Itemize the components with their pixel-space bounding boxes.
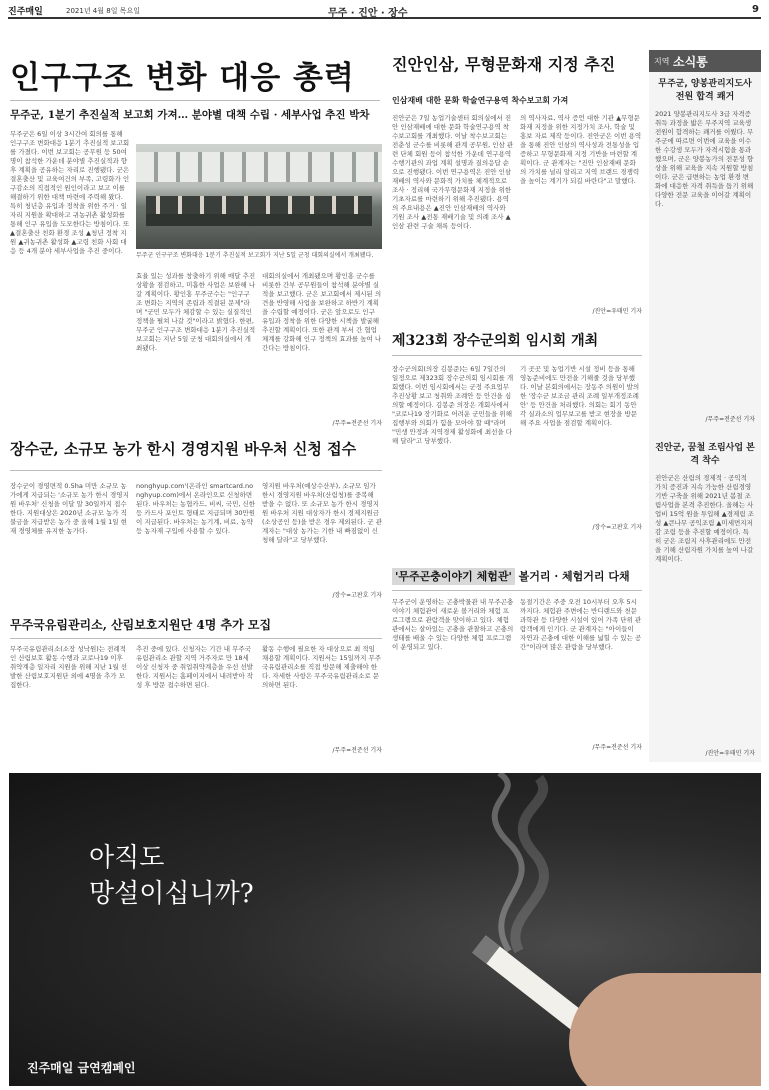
forest-headline: 무주국유림관리소, 산림보호지원단 4명 추가 모집 — [10, 618, 272, 632]
issue-date: 2021년 4월 8일 목요일 — [66, 7, 140, 15]
sidebar-news — [649, 50, 761, 762]
lead-subhead: 무주군, 1분기 추진실적 보고회 가져… 분야별 대책 수립 · 세부사업 추진 박차 — [10, 109, 370, 121]
smallfarm-body-2: nonghyup.com'(온라인 smartcard.nonghyup.com)에서 온라인으로 신청하면 된다. 바우처는 농협카드, 비씨, 국민, 신한 등 카드사 포인트 형태로 지급되며 30만원이 지급된다. 바우처는 농기계, 비료, 농약 등 농자재 구입에 사용할 수 있다. — [136, 482, 256, 535]
smallfarm-headline: 장수군, 소규모 농가 한시 경영지원 바우처 신청 접수 — [10, 440, 357, 458]
page-number: 9 — [752, 4, 759, 15]
ad-campaign-label: 진주매일 금연캠페인 — [27, 1061, 136, 1075]
lead-body-mid: 효율 있는 성과를 창출하기 위해 매달 추진상황을 점검하고, 미흡한 사업은 보완해 나갈 계획이다. 황인홍 무주군수는 "인구구조 변화는 지역의 존립과 직결된 문제"라며 "군민 모두가 체감할 수 있는 실질적인 정책을 펼쳐 나갈 것"이라고 밝혔다. 한편, 무주군 인구구조 변화대응 1분기 추진실적 보고회는 지난 5일 군청 대회의실에서 개최됐다. — [136, 272, 256, 352]
forest-body-1: 무주국유림관리소(소장 성낙원)는 전례적인 산림보호 활동 수행과 코로나19 이후 취약계층 일자리 지원을 위해 지난 1월 선발한 산림보호지원단 외에 4명을 추가 모집한다. — [10, 645, 127, 689]
lead-divider — [10, 100, 380, 101]
ad-hand — [569, 973, 761, 1086]
jinan-byline: /진안=우태민 기자 — [592, 308, 642, 315]
jinan-body-left: 진안군은 7일 농업기술센터 회의실에서 진안 인삼재배에 대한 문화 학술연구용역 착수보고회를 개최했다. 이날 착수보고회는 전춘성 군수를 비롯해 관계 공무원, 인삼 관련 단체 회원 등이 참석한 가운데 연구용역 수행기관의 과업 계획 설명과 질의응답 순으로 진행됐다. 이번 연구용역은 진안 인삼재배의 역사와 문화적 가치를 체계적으로 조사 · 정리해 국가무형문화재 지정을 위한 기초자료를 마련하기 위해 추진됐다. 용역의 주요내용은 ▲진안 인삼재배의 역사와 기원 조사 ▲전통 재배기술 및 의례 조사 ▲인삼 관련 구술 채록 등이다. — [392, 114, 514, 230]
sidebar-item1-title: 무주군, 양봉관리지도사 전원 합격 쾌거 — [658, 79, 752, 102]
smallfarm-divider — [10, 470, 382, 471]
photo-table — [146, 212, 372, 226]
jinan-subhead: 인삼재배 대한 문화 학술연구용역 착수보고회 가져 — [392, 96, 569, 105]
forest-body-2: 추진 중에 있다. 신청자는 기간 내 무주국유림관리소 관할 지역 거주자로 만 18세 이상 신청자 중 취업취약계층을 우선 선발한다. 지원서는 홈페이지에서 내려받아 작성 후 방문 접수하면 된다. — [136, 645, 254, 689]
masthead — [8, 2, 761, 19]
smallfarm-byline: /장수=고판호 기자 — [332, 592, 382, 599]
cheese-headline — [392, 565, 630, 584]
jangsu-divider — [392, 355, 642, 356]
jangsu-byline: /장수=고판호 기자 — [592, 524, 642, 531]
cheese-headline-quoted: '무주곤충이야기 체험관' — [392, 568, 515, 585]
lead-photo — [136, 144, 382, 249]
cheese-body-right: 동절기간은 주중 오전 10시부터 오후 5시까지다. 체험관 주변에는 반디랜드와 천문과학관 등 다양한 시설이 있어 가족 단위 관람객에게 인기다. 군 관계자는 "아이들이 자연과 곤충에 대한 이해를 넓힐 수 있는 공간"이라며 많은 관람을 당부했다. — [520, 598, 642, 651]
cheese-headline-rest: 볼거리 · 체험거리 다채 — [514, 570, 630, 583]
lead-headline: 인구구조 변화 대응 총력 — [10, 60, 355, 96]
sidebar-item1-body: 2021 양봉관리지도사 3급 자격증 취득 과정을 밟은 무주지역 교육생 전원이 합격하는 쾌거를 이뤘다. 무주군에 따르면 이번에 교육을 이수한 수강생 모두가 자격시험을 통과했으며, 군은 양봉농가의 전문성 향상을 위해 교육을 지속 지원할 방침이다. 군은 급변하는 농업 환경 변화에 대응한 자격 취득을 돕기 위해 다양한 전문 교육을 이어갈 계획이다. — [655, 110, 754, 208]
jangsu-body-left: 장수군의회(의장 김봉준)는 6일 7일간의 일정으로 제323회 장수군의회 임시회를 개회했다. 이번 임시회에서는 군정 주요업무 추진상황 보고 청취와 조례안 등 안건을 심의할 예정이다. 김봉준 의장은 개회사에서 "코로나19 장기화로 어려운 군민들을 위해 집행부와 의회가 힘을 모아야 할 때"라며 "민생 안정과 지역경제 활성화에 최선을 다해 달라"고 당부했다. — [392, 365, 514, 445]
smallfarm-body-3: 영지원 바우처(예상수산부), 소규모 임가 한시 경영지원 바우처(산림청)를 중복해 받을 수 없다. 또 소규모 농가 한시 경영지원 바우처 지원 대상자가 한시 경제지원금(소상공인 등)을 받은 경우 제외된다. 군 관계자는 "대상 농가는 기한 내 빠짐없이 신청해 달라"고 당부했다. — [262, 482, 382, 544]
photo-people — [146, 196, 372, 214]
cheese-divider — [392, 590, 642, 591]
sidebar-item1-byline: /무주=전준선 기자 — [705, 416, 755, 423]
jinan-headline: 진안인삼, 무형문화재 지정 추진 — [392, 55, 616, 74]
section-title: 무주 · 진안 · 장수 — [328, 8, 408, 19]
jangsu-body-right: 기 곳곳 및 농업기반 시설 정비 등을 통해 영농준비에도 만전을 기해줄 것을 당부했다. 이날 본회의에서는 장동주 의원이 발의한 '장수군 보조금 관리 조례 일부개정조례안' 등 안건을 처리했다. 의회는 회기 동안 각 실과소의 업무보고를 받고 현장을 방문해 주요 사업을 점검할 계획이다. — [520, 365, 640, 427]
smallfarm-body-1: 장수군이 경영면적 0.5ha 미만 소규모 농가에게 지급되는 '소규모 농가 한시 경영지원 바우처' 신청을 이달 말 30일까지 접수한다. 지원대상은 2020년 소규모 농가 직불금을 지급받은 농가 중 올해 1월 1일 현재 경영체를 유지한 농가다. — [10, 482, 129, 535]
sidebar-title: 소식통 — [673, 55, 708, 69]
ad-line2: 망설이십니까? — [89, 879, 254, 909]
forest-divider — [10, 638, 382, 639]
lead-byline: /무주=전준선 기자 — [332, 420, 382, 427]
jinan-body-right: 의 역사자료, 역사 증언 대한 기관 ▲무형문화재 지정을 위한 지정가치 조사, 학술 및 홍보 자료 제작 등이다. 진안군은 이번 용역을 통해 진안 인삼의 역사성과 전통성을 입증하고 무형문화재 지정 기반을 마련할 계획이다. 군 관계자는 "진안 인삼재배 문화의 가치를 널리 알리고 지역 브랜드 경쟁력을 높이는 계기가 되길 바란다"고 말했다. — [520, 114, 642, 185]
cheese-body-left: 무주군이 운영하는 곤충박물관 내 무주곤충이야기 체험관이 새로운 볼거리와 체험 프로그램으로 관람객을 맞이하고 있다. 체험관에서는 살아있는 곤충을 관찰하고 곤충의 생태를 배울 수 있는 다양한 체험 프로그램이 운영되고 있다. — [392, 598, 514, 651]
forest-body-3: 활동 수행에 필요한 자 대상으로 최 적임 채용할 계획이다. 지원서는 15일까지 무주국유림관리소를 직접 방문해 제출해야 한다. 자세한 사항은 무주국유림관리소로 문의하면 된다. — [262, 645, 382, 689]
forest-byline: /무주=전준선 기자 — [332, 747, 382, 754]
paper-name: 진주매일 — [8, 7, 43, 17]
ad-banner — [9, 773, 761, 1086]
photo-window-band — [136, 152, 382, 182]
sidebar-item2-body: 진안군은 산림의 경제적 · 공익적 가치 증진과 지속 가능한 산림경영 기반 구축을 위해 2021년 봄철 조림사업을 본격 추진한다. 올해는 사업비 15억 원을 투입해 ▲경제림 조성 ▲큰나무 공익조림 ▲미세먼지저감 조림 등을 추진할 예정이다. 특히 군은 조림지 사후관리에도 만전을 기해 산림자원 가치를 높여 나갈 계획이다. — [655, 474, 754, 563]
sidebar-header — [649, 50, 761, 72]
lead-body-left: 무주군은 6일 이상 3시간여 회의를 통해 인구구조 변화대응 1분기 추진실적 보고회를 가졌다. 이번 보고회는 공무원 등 50여 명이 참석한 가운데 분야별 추진실적과 향후 계획을 공유하는 자리로 진행됐다. 군은 결혼출산 및 교육여건의 부족, 고령화가 인구감소의 직접적인 원인이라고 보고 이를 해결하기 위한 대책 마련에 주력해 왔다. 특히 청년층 유입과 정착을 위한 주거 · 일자리 지원을 확대하고 귀농귀촌 활성화를 통해 인구 유입을 도모한다는 방침이다. 또 ▲결혼출산 친화 환경 조성 ▲청년 정착 지원 ▲귀농귀촌 활성화 ▲고령 친화 사회 대응 등 4개 분야 세부사업을 추진 중이다. — [10, 130, 130, 255]
sidebar-label: 지역 — [654, 57, 670, 66]
ad-smoke-graphic — [439, 773, 739, 953]
lead-body-right: 대회의실에서 개최됐으며 황인홍 군수를 비롯한 간부 공무원들이 참석해 분야별 실적을 보고했다. 군은 보고회에서 제시된 의견을 반영해 사업을 보완하고 하반기 계획을 수립할 예정이다. 군은 앞으로도 인구 유입과 정착을 위한 다양한 시책을 발굴해 추진할 계획이다. 또한 관계 부서 간 협업 체계를 강화해 인구 정책의 효과를 높여 나간다는 방침이다. — [262, 272, 382, 352]
jangsu-headline: 제323회 장수군의회 임시회 개최 — [392, 333, 599, 349]
sidebar-item2-byline: /진안=우태민 기자 — [705, 750, 755, 757]
ad-line1: 아직도 — [89, 843, 165, 873]
lead-photo-caption: 무주군 인구구조 변화대응 1분기 추진실적 보고회가 지난 5일 군청 대회의실에서 개최됐다. — [136, 252, 374, 259]
cheese-byline: /무주=전준선 기자 — [592, 744, 642, 751]
sidebar-item2-title: 진안군, 꿈철 조림사업 본격 착수 — [655, 443, 755, 466]
